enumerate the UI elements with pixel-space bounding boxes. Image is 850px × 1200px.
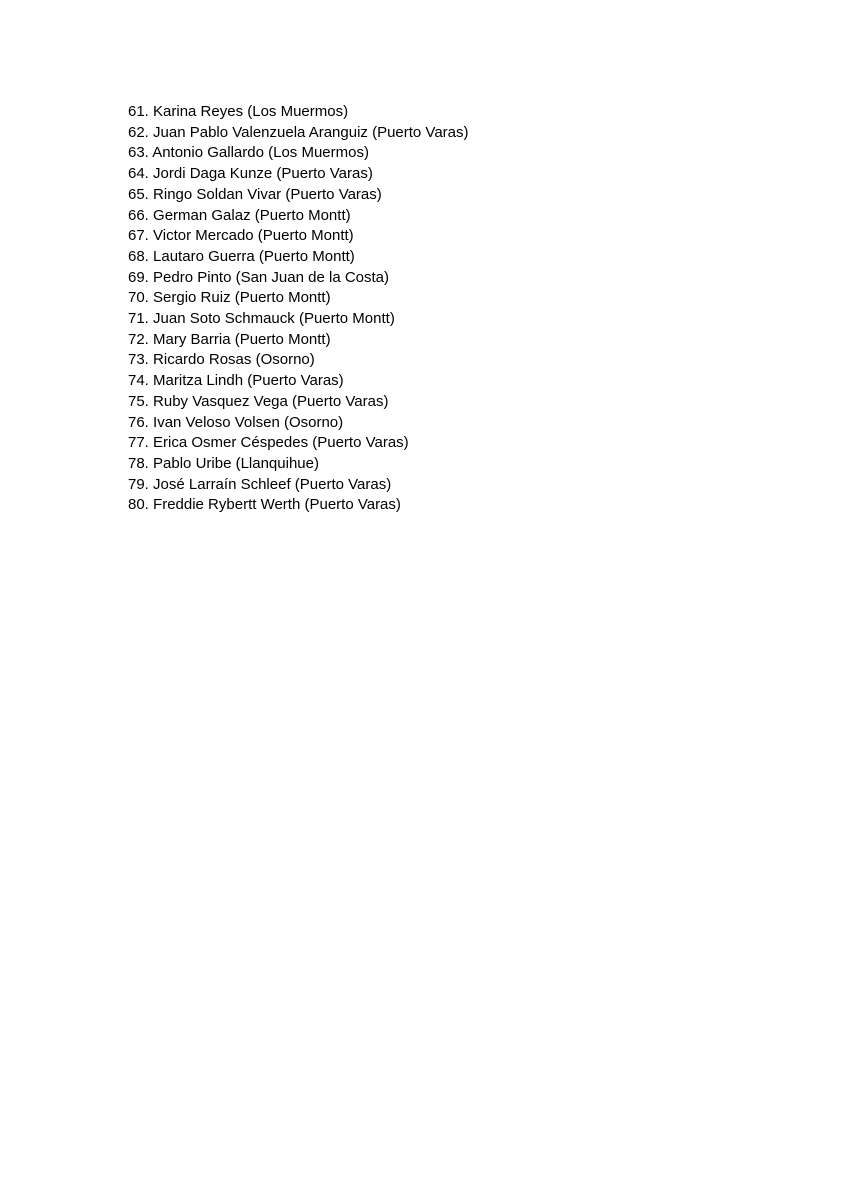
item-number: 61. <box>128 103 149 120</box>
item-text: Ringo Soldan Vivar (Puerto Varas) <box>153 185 382 203</box>
list-item <box>128 288 469 309</box>
item-number: 64. <box>128 165 149 183</box>
list-item <box>128 123 469 144</box>
item-text: Karina Reyes (Los Muermos) <box>153 103 349 120</box>
item-number: 67. <box>128 227 149 245</box>
list-item <box>128 247 469 268</box>
list-item <box>128 392 469 413</box>
item-number: 78. <box>128 454 149 472</box>
item-text: Pablo Uribe (Llanquihue) <box>153 454 319 472</box>
item-text: Juan Pablo Valenzuela Aranguiz (Puerto Varas) <box>153 123 469 141</box>
list-item <box>128 143 469 164</box>
list-item <box>128 226 469 247</box>
item-text: Maritza Lindh (Puerto Varas) <box>153 372 344 390</box>
item-number: 66. <box>128 206 149 224</box>
item-number: 74. <box>128 372 149 390</box>
item-text: Lautaro Guerra (Puerto Montt) <box>153 247 355 265</box>
numbered-list <box>128 102 469 516</box>
item-text: Antonio Gallardo (Los Muermos) <box>152 144 369 162</box>
item-number: 76. <box>128 413 149 431</box>
item-number: 80. <box>128 496 149 514</box>
item-text: Freddie Rybertt Werth (Puerto Varas) <box>153 496 401 514</box>
item-number: 79. <box>128 475 149 493</box>
item-text: José Larraín Schleef (Puerto Varas) <box>153 475 392 493</box>
list-item <box>128 413 469 434</box>
item-number: 65. <box>128 185 149 203</box>
item-number: 72. <box>128 330 149 348</box>
list-item <box>128 185 469 206</box>
list-item <box>128 164 469 185</box>
list-item <box>128 309 469 330</box>
list-item <box>128 350 469 371</box>
item-text: Ricardo Rosas (Osorno) <box>153 351 315 369</box>
item-number: 70. <box>128 289 149 307</box>
item-text: Victor Mercado (Puerto Montt) <box>153 227 354 245</box>
item-text: Jordi Daga Kunze (Puerto Varas) <box>153 165 373 183</box>
item-number: 62. <box>128 123 149 141</box>
list-item <box>128 475 469 496</box>
list-item <box>128 206 469 227</box>
item-text: Juan Soto Schmauck (Puerto Montt) <box>153 310 395 328</box>
item-text: German Galaz (Puerto Montt) <box>153 206 351 224</box>
list-item <box>128 102 469 123</box>
item-text: Erica Osmer Céspedes (Puerto Varas) <box>153 434 409 452</box>
list-item <box>128 495 469 516</box>
list-item <box>128 330 469 351</box>
item-number: 73. <box>128 351 149 369</box>
list-item <box>128 433 469 454</box>
item-number: 71. <box>128 310 149 328</box>
item-text: Ivan Veloso Volsen (Osorno) <box>153 413 344 431</box>
item-text: Ruby Vasquez Vega (Puerto Varas) <box>153 392 389 410</box>
list-item <box>128 454 469 475</box>
list-item <box>128 268 469 289</box>
item-text: Mary Barria (Puerto Montt) <box>153 330 331 348</box>
item-number: 68. <box>128 247 149 265</box>
list-item <box>128 371 469 392</box>
item-number: 77. <box>128 434 149 452</box>
item-text: Sergio Ruiz (Puerto Montt) <box>153 289 331 307</box>
item-number: 75. <box>128 392 149 410</box>
item-number: 69. <box>128 268 149 286</box>
item-number: 63. <box>128 144 149 162</box>
item-text: Pedro Pinto (San Juan de la Costa) <box>153 268 390 286</box>
